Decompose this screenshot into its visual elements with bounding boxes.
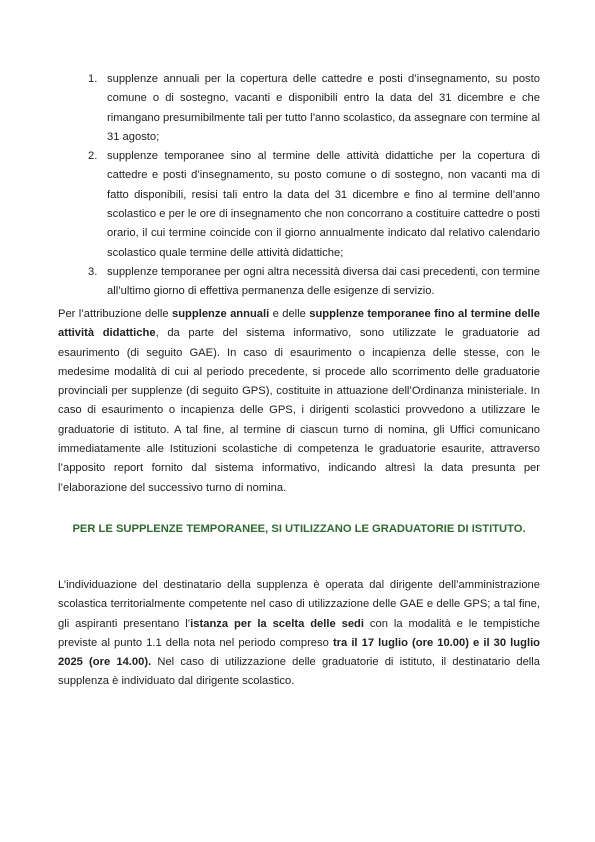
list-item-text: supplenze temporanee per ogni altra necessità diversa dai casi precedenti, con termine all’ultimo giorno di effettiva permanenza delle esigenze di servizio. (107, 265, 540, 298)
list-item (88, 147, 540, 263)
supplenze-list (88, 70, 540, 302)
paragraph-text: L’individuazione del destinatario della supplenza è operata dal dirigente dell’amministrazione scolastica territorialmente competente nel caso di utilizzazione delle GAE e delle GPS; a tal fine, gli aspiranti presentano l’ (58, 579, 540, 630)
paragraph-attribuzione (58, 305, 540, 498)
paragraph-bold-text: supplenze temporanee fino al termine delle attività didattiche (58, 308, 540, 340)
paragraph-text: e delle (269, 308, 310, 320)
list-item (88, 70, 540, 147)
list-item-number: 3. (88, 265, 98, 278)
list-item-text: supplenze annuali per la copertura delle cattedre e posti d’insegnamento, su posto comune o di sostegno, vacanti e disponibili entro la data del 31 dicembre e che rimangano presumibilmente tali per tutto l’anno scolastico, da assegnare con termine al 31 agosto; (107, 73, 540, 143)
paragraph-bold-text: istanza per la scelta delle sedi (190, 617, 364, 630)
list-item (88, 263, 540, 302)
paragraph-text: Nel caso di utilizzazione delle graduatorie di istituto, il destinatario della supplenza è individuato dal dirigente scolastico. (58, 656, 540, 688)
paragraph-text: con la modalità e le tempistiche previste al punto 1.1 della nota nel periodo compreso (58, 617, 541, 649)
paragraph-text: , da parte del sistema informativo, sono utilizzate le graduatorie ad esaurimento (di seguito GAE). In caso di esaurimento o incapienza delle stesse, con le medesime modalità di cui al periodo precedente, si procede allo scorrimento delle graduatorie provinciali per supplenze (di seguito GPS), costituite in attuazione dell’Ordinanza ministeriale. In caso di esaurimento o incapienza delle GPS, i dirigenti scolastici provvedono a utilizzare le graduatorie di istituto. A tal fine, al termine di ciascun turno di nomina, gli Uffici comunicano immediatamente alle Istituzioni scolastiche di competenza le graduatorie esaurite, attraverso l’apposito report fornito dal sistema informativo, indicando altresì la data presunta per l’elaborazione del successivo turno di nomina. (58, 327, 540, 494)
list-item-text: supplenze temporanee sino al termine delle attività didattiche per la copertura di cattedre e posti d’insegnamento, su posto comune o di sostegno, non vacanti ma di fatto disponibili, resisi tali entro la data del 31 dicembre e fino al termine dell’anno scolastico e per le ore di insegnamento che non concorrano a costituire cattedre o posti orario, il cui termine coincide con il giorno annualmente indicato dal relativo calendario scolastico quale termine delle attività didattiche; (107, 150, 540, 259)
list-item-number: 1. (88, 73, 98, 85)
paragraph-bold-text: tra il 17 luglio (ore 10.00) e il 30 luglio 2025 (ore 14.00). (58, 636, 541, 669)
paragraph-individuazione (58, 576, 540, 692)
list-item-number: 2. (88, 150, 98, 163)
section-heading: PER LE SUPPLENZE TEMPORANEE, SI UTILIZZANO LE GRADUATORIE DI ISTITUTO. (72, 523, 526, 535)
paragraph-text: Per l’attribuzione delle (58, 308, 172, 320)
paragraph-bold-text: supplenze annuali (172, 308, 270, 320)
